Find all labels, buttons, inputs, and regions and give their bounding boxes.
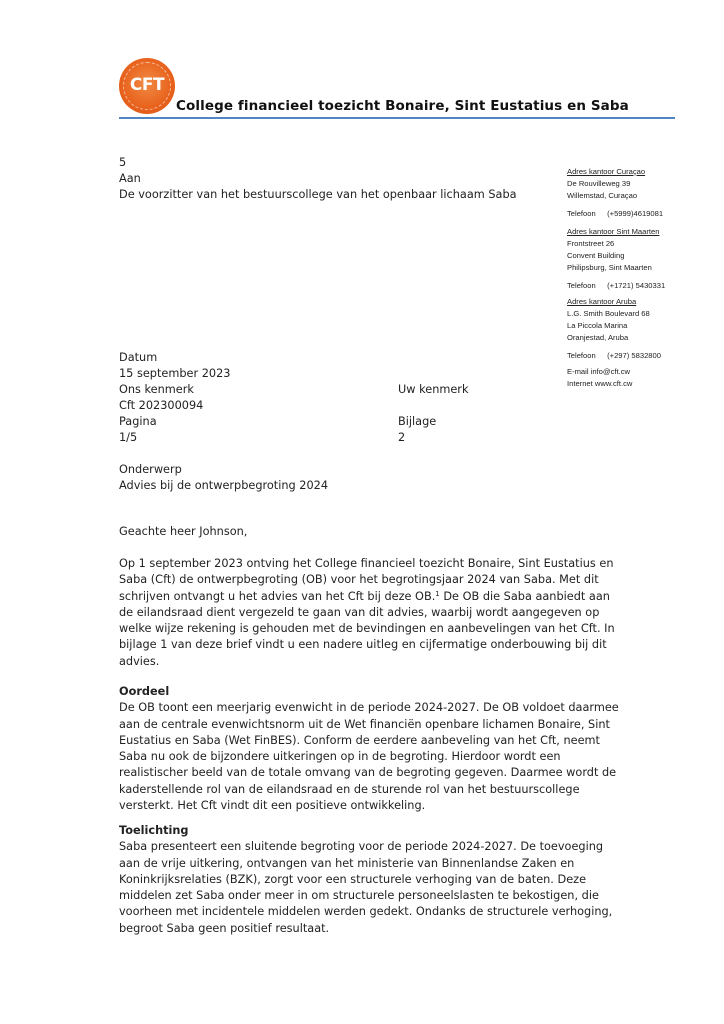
toelichting-section bbox=[119, 823, 619, 937]
intro-line: welke wijze rekening is gehouden met de bevindingen en aanbevelingen van het Cft. In bbox=[119, 622, 615, 636]
office-aruba-title: Adres kantoor Aruba bbox=[567, 297, 637, 306]
toelichting-line: middelen zet Saba onder meer in om structurele personeelslasten te bekostigen, die bbox=[119, 889, 599, 903]
oordeel-line: Eustatius en Saba (Wet FinBES). Conform de eerdere aanbeveling van het Cft, neemt bbox=[119, 733, 600, 747]
oordeel-line: Saba nu ook de bijzondere uitkeringen op in de begroting. Hierdoor wordt een bbox=[119, 750, 561, 764]
office-curacao-line: De Rouvilleweg 39 bbox=[567, 179, 631, 188]
toelichting-line: Saba presenteert een sluitende begroting voor de periode 2024-2027. De toevoeging bbox=[119, 840, 604, 854]
intro-line: bijlage 1 van deze brief vindt u een nadere uitleg en cijfermatige onderbouwing bij dit bbox=[119, 638, 607, 652]
phone-number: (+297) 5832800 bbox=[607, 351, 661, 360]
intro-line: Op 1 september 2023 ontving het College financieel toezicht Bonaire, Sint Eustatius en bbox=[119, 557, 614, 570]
phone-number: (+1721) 5430331 bbox=[607, 281, 666, 290]
intro-line: Saba (Cft) de ontwerpbegroting (OB) voor het begrotingsjaar 2024 van Saba. Met dit bbox=[119, 573, 599, 587]
footnote-marker: 1 bbox=[435, 589, 440, 598]
office-sint-maarten-line: Convent Building bbox=[567, 251, 625, 260]
phone-number: (+5999)4619081 bbox=[607, 209, 664, 218]
office-aruba-line: L.G. Smith Boulevard 68 bbox=[567, 309, 650, 318]
oordeel-heading: Oordeel bbox=[119, 685, 170, 698]
pagina-value: 1/5 bbox=[119, 431, 138, 444]
addressee-recipient: De voorzitter van het bestuurscollege van het openbaar lichaam Saba bbox=[119, 188, 517, 201]
oordeel-line: versterkt. Het Cft vindt dit een positieve ontwikkeling. bbox=[119, 799, 426, 813]
oordeel-line: kaderstellende rol van de eilandsraad en de sturende rol van het bestuurscollege bbox=[119, 782, 580, 796]
intro-paragraph bbox=[119, 556, 619, 670]
toelichting-heading: Toelichting bbox=[119, 824, 189, 837]
office-aruba-line: Oranjestad, Aruba bbox=[567, 333, 629, 342]
ons-kenmerk-value: Cft 202300094 bbox=[119, 399, 204, 412]
toelichting-line: Koninkrijksrelaties (BZK), zorgt voor een structurele verhoging van de baten. Deze bbox=[119, 872, 587, 886]
bijlage-value: 2 bbox=[398, 431, 406, 444]
toelichting-line: aan de vrije uitkering, ontvangen van het ministerie van Binnenlandse Zaken en bbox=[119, 856, 575, 870]
office-curacao bbox=[567, 166, 663, 220]
ons-kenmerk-label: Ons kenmerk bbox=[119, 383, 194, 396]
onderwerp-label: Onderwerp bbox=[119, 463, 182, 476]
internet-line: Internet www.cft.cw bbox=[567, 379, 633, 388]
office-sint-maarten bbox=[567, 226, 665, 292]
oordeel-section bbox=[119, 684, 619, 814]
intro-line bbox=[119, 589, 619, 605]
office-sint-maarten-phone bbox=[567, 280, 665, 292]
email-line: E-mail info@cft.cw bbox=[567, 367, 630, 376]
header-rule bbox=[119, 117, 675, 119]
onderwerp-value: Advies bij de ontwerpbegroting 2024 bbox=[119, 479, 329, 492]
intro-line-part: schrijven ontvangt u het advies van het Cft bij deze OB. bbox=[119, 589, 436, 603]
office-aruba bbox=[567, 296, 661, 362]
addressee-label: Aan bbox=[119, 172, 141, 185]
office-aruba-phone bbox=[567, 350, 661, 362]
office-sint-maarten-title: Adres kantoor Sint Maarten bbox=[567, 227, 660, 236]
datum-value: 15 september 2023 bbox=[119, 367, 231, 380]
cft-logo bbox=[119, 58, 175, 114]
intro-line: de eilandsraad dient vergezeld te gaan van dit advies, waarbij wordt aangegeven op bbox=[119, 605, 600, 619]
salutation: Geachte heer Johnson, bbox=[119, 525, 248, 538]
oordeel-line: realistischer beeld van de totale omvang van de begroting gegeven. Daarmee wordt de bbox=[119, 766, 617, 780]
office-sint-maarten-line: Philipsburg, Sint Maarten bbox=[567, 263, 652, 272]
phone-label: Telefoon bbox=[567, 351, 596, 360]
phone-label: Telefoon bbox=[567, 281, 596, 290]
oordeel-line: De OB toont een meerjarig evenwicht in de periode 2024-2027. De OB voldoet daarmee bbox=[119, 701, 619, 715]
uw-kenmerk-label: Uw kenmerk bbox=[398, 383, 469, 396]
office-sint-maarten-line: Frontstreet 26 bbox=[567, 239, 615, 248]
toelichting-line: voorheen met incidentele middelen werden gedekt. Ondanks de structurele verhoging, bbox=[119, 905, 613, 919]
office-curacao-line: Willemstad, Curaçao bbox=[567, 191, 638, 200]
logo-text: CFT bbox=[129, 75, 165, 95]
office-aruba-line: La Piccola Marina bbox=[567, 321, 628, 330]
office-curacao-title: Adres kantoor Curaçao bbox=[567, 167, 646, 176]
toelichting-line: begroot Saba geen positief resultaat. bbox=[119, 921, 330, 935]
intro-line: advies. bbox=[119, 654, 160, 668]
organization-name: College financieel toezicht Bonaire, Sint Eustatius en Saba bbox=[176, 98, 629, 114]
page-number-marker: 5 bbox=[119, 156, 127, 169]
oordeel-line: aan de centrale evenwichtsnorm uit de Wet financiën openbare lichamen Bonaire, Sint bbox=[119, 717, 610, 731]
pagina-label: Pagina bbox=[119, 415, 157, 428]
datum-label: Datum bbox=[119, 351, 158, 364]
office-curacao-phone bbox=[567, 208, 663, 220]
phone-label: Telefoon bbox=[567, 209, 596, 218]
intro-line-part: De OB die Saba aanbiedt aan bbox=[443, 589, 610, 603]
bijlage-label: Bijlage bbox=[398, 415, 437, 428]
contact-info bbox=[567, 366, 632, 390]
